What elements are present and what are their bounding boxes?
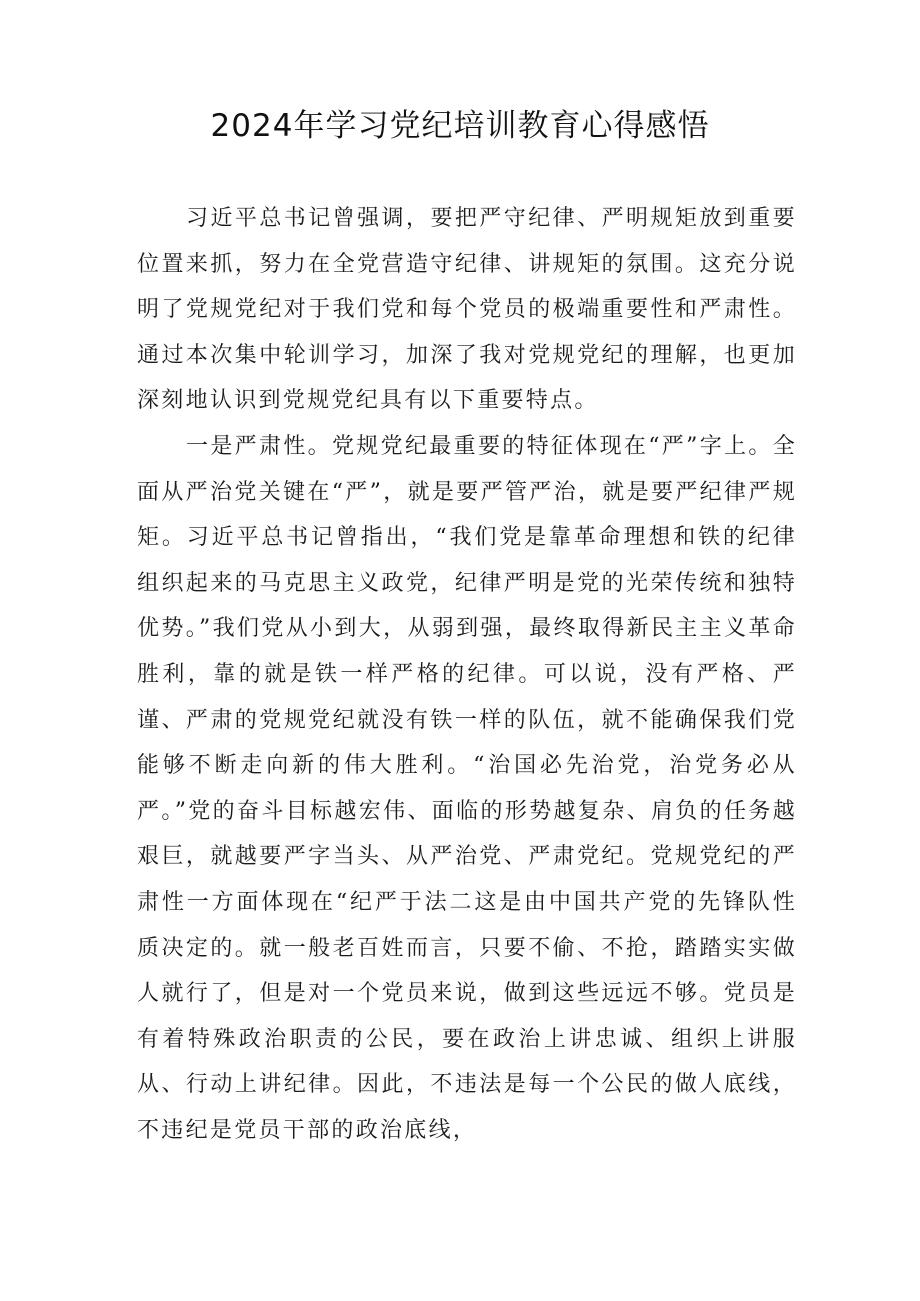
paragraph-intro: 习近平总书记曾强调，要把严守纪律、严明规矩放到重要位置来抓，努力在全党营造守纪律、讲规矩的氛围。这充分说明了党规党纪对于我们党和每个党员的极端重要性和严肃性。通过本次集中轮训学习，加深了我对党规党纪的理解，也更加深刻地认识到党规党纪具有以下重要特点。 xyxy=(137,206,797,414)
document-body xyxy=(137,196,797,1153)
paragraph-strictness: 一是严肃性。党规党纪最重要的特征体现在“严”字上。全面从严治党关键在“严”，就是要严管严治，就是要严纪律严规矩。习近平总书记曾指出，“我们党是靠革命理想和铁的纪律组织起来的马克思主义政党，纪律严明是党的光荣传统和独特优势。”我们党从小到大，从弱到强，最终取得新民主主义革命胜利，靠的就是铁一样严格的纪律。可以说，没有严格、严谨、严肃的党规党纪就没有铁一样的队伍，就不能确保我们党能够不断走向新的伟大胜利。“治国必先治党，治党务必从严。”党的奋斗目标越宏伟、面临的形势越复杂、肩负的任务越艰巨，就越要严字当头、从严治党、严肃党纪。党规党纪的严肃性一方面体现在“纪严于法二这是由中国共产党的先锋队性质决定的。就一般老百姓而言，只要不偷、不抢，踏踏实实做人就行了，但是对一个党员来说，做到这些远远不够。党员是有着特殊政治职责的公民，要在政治上讲忠诚、组织上讲服从、行动上讲纪律。因此，不违法是每一个公民的做人底线，不违纪是党员干部的政治底线， xyxy=(137,433,797,1143)
document-title: 2024年学习党纪培训教育心得感悟 xyxy=(210,108,710,144)
